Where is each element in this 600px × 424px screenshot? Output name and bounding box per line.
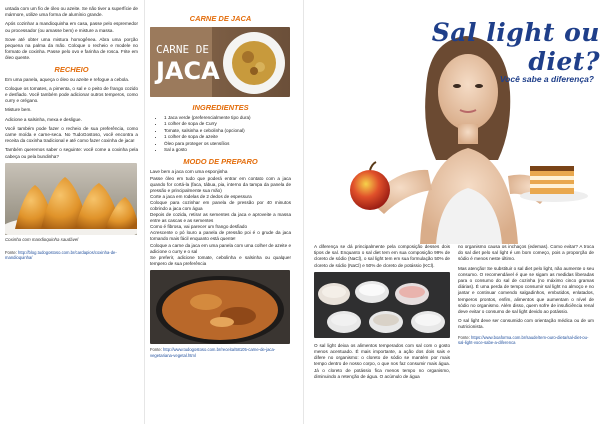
column-sal bbox=[308, 0, 600, 424]
list-item: • 1 colher de sopa de azeite bbox=[164, 134, 291, 140]
column-coxinha bbox=[0, 0, 142, 424]
source-sal bbox=[458, 335, 594, 346]
photo-text-2: JACA bbox=[156, 57, 220, 85]
fold-divider bbox=[303, 0, 304, 424]
text-step-3: Sove até obter uma mistura homogênea. Abra uma porção pequena na palma da mão. Coloque o recheio e modele no formato de coxinha. Passe pelo ovo e farinha de rosca. Frite em óleo quente. bbox=[5, 36, 138, 61]
text-recheio-3: Misture bem. bbox=[5, 107, 32, 113]
list-item: Se preferir, adicione tomate, cebolinha e salsinha ou qualquer tempero de sua preferência bbox=[150, 254, 291, 266]
source-link-coxinha[interactable]: http://blog.tudogostoso.com.br/cardapios/coxinha-de-mandioquinha/ bbox=[5, 249, 117, 261]
list-item: • 1 colher de sopa de Curry bbox=[164, 121, 291, 127]
text-sal-3: no organismo causa os inchaços (edemas). Como evitar? A troca do sal diet pelo sal light é um bom começo, pois a proporção de sódio é menos neste último. bbox=[458, 244, 594, 262]
coxinha-photo bbox=[5, 163, 137, 235]
sal-left-column bbox=[314, 244, 450, 383]
source-label: Fonte: bbox=[5, 249, 17, 255]
list-item: Depois de cozida, retirar as sementes da jaca e aproveite a massa entre as cascas e as sementes bbox=[150, 212, 291, 224]
jaca-dish-photo bbox=[150, 270, 290, 344]
coxinha-caption: Coxinha com mandioquinha saudável bbox=[5, 236, 79, 242]
source-coxinha bbox=[5, 250, 138, 261]
text-recheio-4: Adicione a salsinha, mexa e desligue. bbox=[5, 116, 82, 122]
list-item: Acrescente o pó louro a panela de pressão poi é o grude da jaca tornando mais fácil enquanto está quente! bbox=[150, 230, 291, 242]
heading-ingredientes: INGREDIENTES bbox=[192, 103, 249, 112]
list-item: • Sal a gosto bbox=[164, 147, 291, 153]
modo-steps bbox=[150, 169, 291, 267]
list-item: Lave bem a jaca com uma esponjinha bbox=[150, 169, 228, 175]
source-jaca bbox=[150, 347, 291, 358]
list-item: Como é fibrosa, vai parecer um frango desfiado bbox=[150, 224, 248, 230]
list-item: • 1 Jaca verde (preferencialmente tipo dura) bbox=[164, 115, 291, 121]
source-label: Fonte: bbox=[458, 334, 470, 340]
text-recheio-5: Você também pode fazer o recheio de sua preferência, como carne moída e carne-seca. No TudoGostoso, você encontra a receita da coxinha tradicional e até como fazer coxinha de jaca! bbox=[5, 125, 138, 144]
heading-recheio: RECHEIO bbox=[54, 64, 89, 74]
list-item: • Óleo para proteger os utensílios bbox=[164, 141, 291, 147]
source-link-jaca[interactable]: http://www.tudogostoso.com.br/receita/58105-carne-de-jaca-vegetariana-vegetal.html bbox=[150, 346, 276, 358]
text-recheio-6: Também queremos saber o seguinte: você come a coxinha pela cabeça ou pela bundinha? bbox=[5, 147, 138, 159]
source-link-sal[interactable]: https://www.boaforma.com.br/saude/tem-ouro-dieta/sal-diet-ou-sal-light-voce-sabe-a-diferenca bbox=[458, 334, 589, 346]
text-step-2: Após cozinhar a mandioquinha em casa, passe pelo espremedor ou processador (ou amasse bem) e misture a massa. bbox=[5, 21, 138, 33]
list-item: Corte a jaca em rodelas de 2 dedos de espessura bbox=[150, 193, 252, 199]
page-title: Sal light ou diet? bbox=[431, 18, 600, 76]
text-recheio-1: Em uma panela, aqueça o óleo ou azeite e refogue a cebola. bbox=[5, 76, 130, 82]
text-sal-4: Mas atenção! Se substituir o sal diet pelo light, não aumente o seu consumo. O recomendável é que se sigam as medidas liberadas para o consumo do sal de cozinha (no máximo cinco gramas diárias). É uma perda de tempo consumir sal light no almoço e no jantar e continuar comendo salgadinhos, embutidos, enlatados, temperos prontos, enfim, alimentos que aumentam o nível de sódio no organismo. Além disso, quem sofre de insuficiência renal deve evitar o consumo de sal light devido ao potássio. bbox=[458, 265, 594, 315]
source-label: Fonte: bbox=[150, 346, 162, 352]
title-block bbox=[374, 18, 600, 84]
photo-text-1: CARNE DE bbox=[156, 43, 209, 56]
ingredients-list bbox=[164, 115, 291, 153]
sal-right-column bbox=[458, 244, 594, 346]
heading-modo-de-preparo: MODO DE PREPARO bbox=[183, 157, 258, 167]
list-item: Passe óleo em tudo que poderá entrar em contato com a jaca quando for cortá-la (faca, tábua, pia, interno da tampa da panela de pressão e principalmente sua mão) bbox=[150, 175, 291, 193]
text-intro: untada com um fio de óleo ou azeite. Se não tiver a superfície de mármore, utilize uma forma de alumínio grande. bbox=[5, 6, 138, 18]
text-sal-5: O sal light deve ser consumido com orientação médica ou de um nutricionista. bbox=[458, 318, 594, 330]
text-sal-2: O sal light deixa os alimentos temperados com sal com o gosto menos acentuado. É mais importante, a ação dos dois sais e difere no organismo: o cloreto de sódio se mantém por mais tempo dentro de nosso corpo, o que nos faz consumir mais água. Já o cloreto de potássio fica menos tempo no organismo, diminuindo a retenção de água. O acúmulo de água bbox=[314, 342, 450, 379]
list-item: Coloque a carne da jaca em uma panela com uma colher de azeite e adicione o curry e o sal bbox=[150, 242, 291, 254]
list-item: • Tomate, salsinha e cebolinha (opcional) bbox=[164, 128, 291, 134]
salt-bowls-photo bbox=[314, 272, 450, 338]
text-recheio-2: Coloque os tomates, a pimenta, o sal e o peito de frango cozido e desfiado. Você também pode adicionar outros temperos, como curry e orégano. bbox=[5, 85, 138, 104]
carne-de-jaca-photo bbox=[150, 27, 290, 97]
page-subtitle: Você sabe a diferença? bbox=[499, 74, 594, 84]
text-sal-1: A diferença se dá principalmente pela composição desses dois tipos de sal. Enquanto o sal diet tem em sua composição 99% de cloreto de sódio (NaCl), o sal light tem em sua formulação 50% de cloreto de sódio (NaCl) e 50% de cloreto de potássio (KCl). bbox=[314, 244, 450, 268]
column-jaca bbox=[145, 0, 295, 424]
list-item: Coloque para cozinhar em panela de pressão por 40 minutos cobrindo a jaca com água bbox=[150, 199, 291, 211]
heading-carne-de-jaca: CARNE DE JACA bbox=[189, 14, 252, 23]
